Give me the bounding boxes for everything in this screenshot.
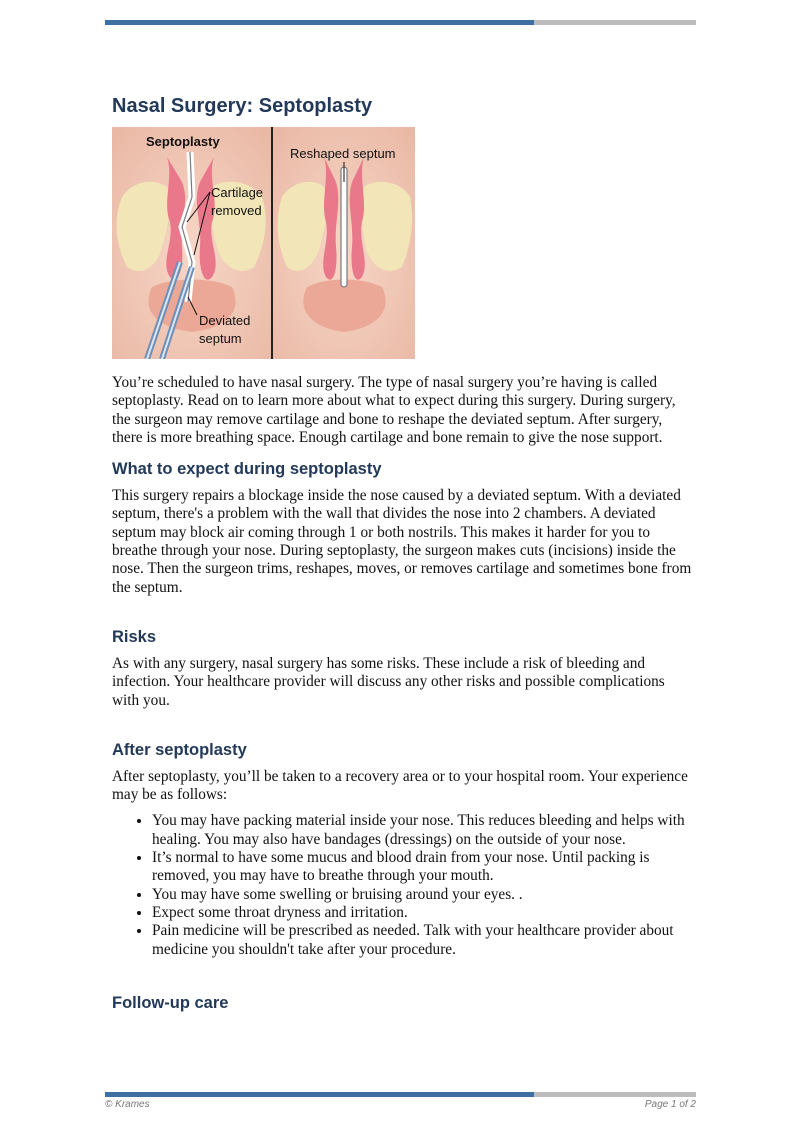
callout-cartilage-line2: removed: [211, 203, 262, 218]
section-heading-after: After septoplasty: [112, 740, 247, 759]
after-care-list: [112, 812, 692, 958]
section-heading-expect: What to expect during septoplasty: [112, 460, 382, 479]
callout-septum-line2: septum: [199, 331, 242, 346]
section-heading-followup: Follow-up care: [112, 993, 229, 1012]
document-content: [112, 94, 692, 1021]
callout-cartilage-line1: Cartilage: [211, 185, 264, 200]
header-progress-fill: [105, 20, 534, 25]
page-title: Nasal Surgery: Septoplasty: [112, 95, 373, 117]
list-item: • You may have some swelling or bruising around your eyes. .: [152, 886, 692, 904]
list-item: • Pain medicine will be prescribed as needed. Talk with your healthcare provider about medicine you shouldn't take after your procedure.: [152, 922, 692, 959]
intro-paragraph: You’re scheduled to have nasal surgery. The type of nasal surgery you’re having is called septoplasty. Read on to learn more about what to expect during this surgery. During surgery, the surgeon may remove cartilage and bone to reshape the deviated septum. After surgery, there is more breathing space. Enough cartilage and bone remain to give the nose support.: [112, 374, 676, 446]
section-heading-risks: Risks: [112, 627, 157, 646]
footer-progress-bar: [105, 1092, 696, 1097]
footer-copyright: © Krames: [105, 1099, 150, 1110]
list-item: • Expect some throat dryness and irritation.: [152, 904, 692, 922]
footer-progress-fill: [105, 1092, 534, 1097]
callout-septum-line1: Deviated: [199, 313, 251, 328]
figure-right-label: Reshaped septum: [290, 146, 396, 161]
section-text-after: After septoplasty, you’ll be taken to a recovery area or to your hospital room. Your experience may be as follows:: [112, 767, 688, 804]
list-item: • You may have packing material inside your nose. This reduces bleeding and helps with healing. You may also have bandages (dressings) on the outside of your nose.: [152, 812, 692, 849]
figure-left-label: Septoplasty: [146, 134, 220, 149]
section-text-expect: This surgery repairs a blockage inside the nose caused by a deviated septum. With a deviated septum, there's a problem with the wall that divides the nose into 2 chambers. A deviated septum may block air coming through 1 or both nostrils. This makes it harder for you to breathe through your nose. During septoplasty, the surgeon makes cuts (incisions) inside the nose. Then the surgeon trims, reshapes, moves, or removes cartilage and sometimes bone from the septum.: [112, 487, 692, 596]
list-item: • It’s normal to have some mucus and blood drain from your nose. Until packing is removed, you may have to breathe through your mouth.: [152, 849, 692, 886]
header-progress-bar: [105, 20, 696, 25]
section-text-risks: As with any surgery, nasal surgery has some risks. These include a risk of bleeding and infection. Your healthcare provider will discuss any other risks and possible complications with you.: [112, 654, 665, 709]
footer-page-number: Page 1 of 2: [644, 1099, 696, 1110]
septoplasty-illustration: [112, 127, 415, 359]
